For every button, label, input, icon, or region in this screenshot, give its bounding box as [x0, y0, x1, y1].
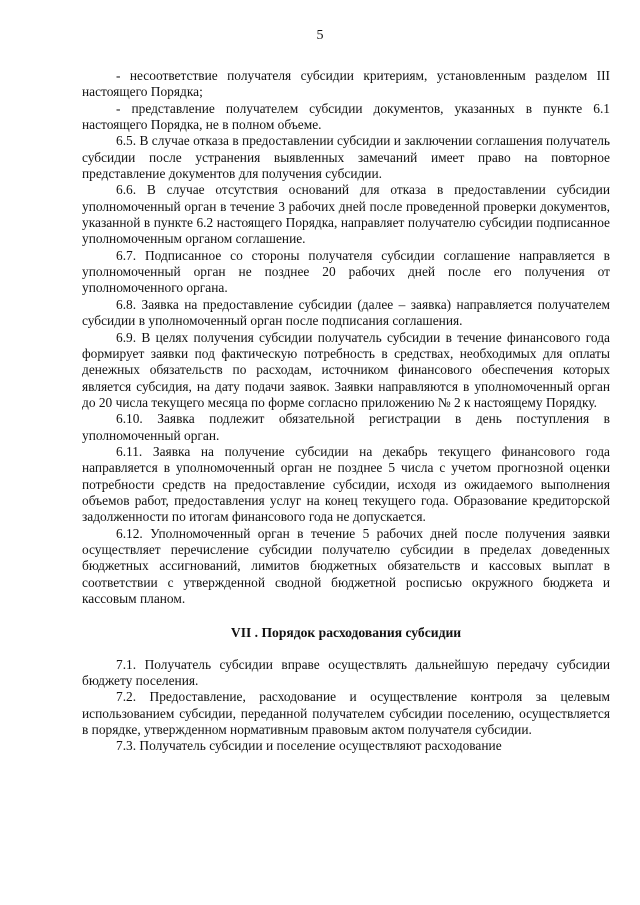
paragraph-6-8: 6.8. Заявка на предоставление субсидии (далее – заявка) направляется получателем субсидии в уполномоченный орган после подписания соглашения.	[82, 296, 610, 329]
paragraph-6-6: 6.6. В случае отсутствия оснований для отказа в предоставлении субсидии уполномоченный орган в течение 3 рабочих дней после проведенной проверки документов, указанной в пункте 6.2 настоящего Порядка, направляет получателю субсидии подписанное уполномоченным органом соглашение.	[82, 182, 610, 247]
paragraph-6-5: 6.5. В случае отказа в предоставлении субсидии и заключении соглашения получатель субсидии после устранения выявленных замечаний имеет право на повторное представление документов для получения субсидии.	[82, 133, 610, 182]
paragraph-6-11: 6.11. Заявка на получение субсидии на декабрь текущего финансового года направляется в уполномоченный орган не позднее 5 числа с учетом прогнозной оценки потребности средств на предоставление субсидии, исходя из ожидаемого выполнения объемов работ, предоставления услуг на конец текущего года. Образование кредиторской задолженности по итогам финансового года не допускается.	[82, 443, 610, 525]
page-number: 5	[316, 28, 324, 43]
section-heading: VII . Порядок расходования субсидии	[230, 625, 462, 641]
paragraph-6-12: 6.12. Уполномоченный орган в течение 5 рабочих дней после получения заявки осуществляет перечисление субсидии получателю субсидии в пределах доведенных бюджетных ассигнований, лимитов бюджетных обязательств и кассовых выплат в соответствии с утвержденной сводной бюджетной росписью окружного бюджета и кассовым планом.	[82, 525, 610, 606]
paragraph-6-7: 6.7. Подписанное со стороны получателя субсидии соглашение направляется в уполномоченный орган не позднее 20 рабочих дней после его получения от уполномоченного органа.	[82, 247, 610, 296]
paragraph: - представление получателем субсидии документов, указанных в пункте 6.1 настоящего Порядка, не в полном объеме.	[82, 100, 610, 133]
document-body	[82, 68, 610, 755]
paragraph-6-10: 6.10. Заявка подлежит обязательной регистрации в день поступления в уполномоченный орган.	[82, 411, 610, 443]
paragraph-7-3: 7.3. Получатель субсидии и поселение осуществляют расходование	[116, 738, 502, 754]
paragraph-6-9: 6.9. В целях получения субсидии получатель субсидии в течение финансового года формирует заявки под фактическую потребность в средствах, необходимых для оплаты денежных обязательств по расходам, источником финансового обеспечения которых является субсидия, на дату подачи заявок. Заявки направляются в уполномоченный орган до 20 числа текущего месяца по форме согласно приложению № 2 к настоящему Порядку.	[82, 329, 610, 410]
paragraph-7-2: 7.2. Предоставление, расходование и осуществление контроля за целевым использованием субсидии, переданной получателем субсидии поселению, осуществляется в порядке, утвержденном нормативным правовым актом получателя субсидии.	[82, 689, 610, 738]
paragraph-7-1: 7.1. Получатель субсидии вправе осуществлять дальнейшую передачу субсидии бюджету поселения.	[82, 656, 610, 689]
paragraph: - несоответствие получателя субсидии критериям, установленным разделом III настоящего Порядка;	[82, 68, 610, 100]
